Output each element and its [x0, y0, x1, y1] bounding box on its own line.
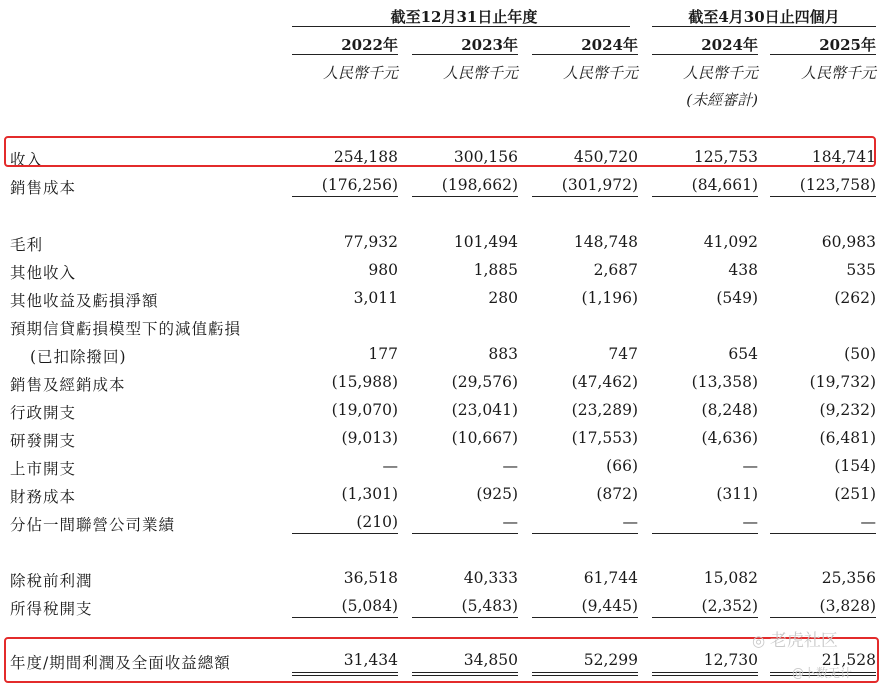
- column-year-rule: [770, 54, 876, 55]
- row-value: (19,070): [331, 401, 398, 419]
- row-label: 行政開支: [10, 404, 77, 422]
- row-value: —: [502, 457, 518, 475]
- row-value: (5,084): [341, 597, 398, 615]
- row-value: 980: [368, 261, 398, 279]
- column-currency: 人民幣千元: [442, 64, 518, 82]
- row-label: (已扣除撥回): [30, 348, 127, 366]
- tiger-logo-icon: ◎: [752, 632, 770, 650]
- row-value: (66): [606, 457, 638, 475]
- subtotal-rule: [412, 617, 518, 618]
- table-row-rd-expenses: [0, 424, 885, 452]
- watermark-brand: ◎ 老虎社区: [752, 631, 838, 651]
- row-value: —: [742, 457, 758, 475]
- row-value: 883: [488, 345, 518, 363]
- row-value: (29,576): [451, 373, 518, 391]
- column-year: 2025年: [819, 36, 876, 54]
- row-value: (925): [476, 485, 518, 503]
- column-year-rule: [652, 54, 758, 55]
- row-value: 61,744: [583, 569, 638, 587]
- row-value: (50): [844, 345, 876, 363]
- highlight-box-total: [4, 637, 879, 683]
- row-value: 60,983: [821, 233, 876, 251]
- row-label: 上市開支: [10, 460, 77, 478]
- column-currency: 人民幣千元: [562, 64, 638, 82]
- column-year: 2024年: [581, 36, 638, 54]
- row-value: (1,196): [581, 289, 638, 307]
- subtotal-rule: [292, 533, 398, 534]
- row-value: 254,188: [333, 148, 398, 166]
- subtotal-rule: [652, 617, 758, 618]
- row-value: (8,248): [701, 401, 758, 419]
- table-row-income-tax: [0, 592, 885, 620]
- row-label: 除稅前利潤: [10, 572, 93, 590]
- subtotal-rule: [292, 196, 398, 197]
- column-currency: 人民幣千元: [322, 64, 398, 82]
- row-label: 收入: [10, 151, 44, 169]
- row-label: 毛利: [10, 236, 44, 254]
- row-value: 148,748: [573, 233, 638, 251]
- row-value: (5,483): [461, 597, 518, 615]
- table-row-cost-of-sales: [0, 171, 885, 199]
- table-row-profit-before-tax: [0, 564, 885, 592]
- subtotal-rule: [770, 617, 876, 618]
- row-value: 15,082: [703, 569, 758, 587]
- row-value: 654: [728, 345, 758, 363]
- subtotal-rule: [532, 617, 638, 618]
- row-value: (872): [596, 485, 638, 503]
- row-value: 34,850: [463, 651, 518, 669]
- row-value: (9,013): [341, 429, 398, 447]
- row-value: (6,481): [819, 429, 876, 447]
- table-row-finance-costs: [0, 480, 885, 508]
- row-value: (1,301): [341, 485, 398, 503]
- subtotal-rule: [532, 533, 638, 534]
- row-value: (2,352): [701, 597, 758, 615]
- row-value: 77,932: [343, 233, 398, 251]
- row-label: 其他收入: [10, 264, 77, 282]
- row-label: 預期信貸虧損模型下的減值虧損: [10, 320, 242, 338]
- row-label: 銷售及經銷成本: [10, 376, 126, 394]
- column-currency: 人民幣千元: [800, 64, 876, 82]
- column-year-rule: [412, 54, 518, 55]
- highlight-box-revenue: [4, 136, 876, 167]
- table-row-ecl-impairment: [0, 312, 885, 340]
- column-year: 2023年: [461, 36, 518, 54]
- row-value: —: [502, 513, 518, 531]
- row-value: (4,636): [701, 429, 758, 447]
- row-value: 438: [728, 261, 758, 279]
- row-value: 535: [846, 261, 876, 279]
- row-value: (301,972): [561, 176, 638, 194]
- watermark-handle: @卜数无计: [792, 666, 853, 680]
- header-group-fiscal-year: 截至12月31日止年度: [390, 8, 538, 26]
- row-value: (123,758): [799, 176, 876, 194]
- row-value: (3,828): [819, 597, 876, 615]
- row-value: (210): [356, 513, 398, 531]
- column-currency: 人民幣千元: [682, 64, 758, 82]
- header-group-four-months: 截至4月30日止四個月: [688, 8, 840, 26]
- table-row-share-of-associate: [0, 508, 885, 536]
- row-value: 177: [368, 345, 398, 363]
- row-value: 12,730: [703, 651, 758, 669]
- row-value: 450,720: [573, 148, 638, 166]
- subtotal-rule: [770, 533, 876, 534]
- column-year: 2022年: [341, 36, 398, 54]
- row-value: (9,445): [581, 597, 638, 615]
- subtotal-rule: [652, 533, 758, 534]
- row-label: 財務成本: [10, 488, 77, 506]
- row-value: (13,358): [691, 373, 758, 391]
- table-row-other-gains-losses: [0, 284, 885, 312]
- header-group-four-months-rule: [652, 26, 876, 27]
- row-value: (17,553): [571, 429, 638, 447]
- row-value: 41,092: [703, 233, 758, 251]
- row-value: (262): [834, 289, 876, 307]
- table-row-selling-distribution: [0, 368, 885, 396]
- column-year-rule: [532, 54, 638, 55]
- row-value: (549): [716, 289, 758, 307]
- subtotal-rule: [412, 196, 518, 197]
- column-year: 2024年: [701, 36, 758, 54]
- subtotal-rule: [652, 196, 758, 197]
- subtotal-rule: [292, 617, 398, 618]
- row-value: 747: [608, 345, 638, 363]
- row-value: 300,156: [453, 148, 518, 166]
- row-value: 3,011: [353, 289, 398, 307]
- subtotal-rule: [412, 533, 518, 534]
- header-group-fiscal-year-rule: [292, 26, 630, 27]
- row-value: 101,494: [453, 233, 518, 251]
- row-label: 分佔一間聯營公司業績: [10, 516, 176, 534]
- row-value: (84,661): [691, 176, 758, 194]
- row-value: (23,289): [571, 401, 638, 419]
- row-value: 280: [488, 289, 518, 307]
- row-label: 銷售成本: [10, 179, 77, 197]
- table-row-listing-expenses: [0, 452, 885, 480]
- row-value: —: [860, 513, 876, 531]
- column-year-rule: [292, 54, 398, 55]
- row-value: 184,741: [811, 148, 876, 166]
- row-value: (198,662): [441, 176, 518, 194]
- row-value: —: [382, 457, 398, 475]
- subtotal-rule: [532, 196, 638, 197]
- row-value: 36,518: [343, 569, 398, 587]
- row-value: 21,528: [821, 651, 876, 669]
- subtotal-rule: [770, 196, 876, 197]
- row-label: 研發開支: [10, 432, 77, 450]
- table-row-gross-profit: [0, 228, 885, 256]
- row-value: 25,356: [821, 569, 876, 587]
- row-value: (154): [834, 457, 876, 475]
- row-value: (10,667): [451, 429, 518, 447]
- row-value: (251): [834, 485, 876, 503]
- row-value: (19,732): [809, 373, 876, 391]
- row-value: (311): [716, 485, 758, 503]
- row-value: 52,299: [583, 651, 638, 669]
- row-value: 2,687: [593, 261, 638, 279]
- row-label: 所得稅開支: [10, 600, 93, 618]
- table-row-admin-expenses: [0, 396, 885, 424]
- row-label: 年度/期間利潤及全面收益總額: [10, 654, 231, 672]
- row-value: (23,041): [451, 401, 518, 419]
- row-value: 125,753: [693, 148, 758, 166]
- row-label: 其他收益及虧損淨額: [10, 292, 159, 310]
- row-value: (47,462): [571, 373, 638, 391]
- table-row-ecl-net-of-reversal: [0, 340, 885, 368]
- row-value: —: [742, 513, 758, 531]
- row-value: (9,232): [819, 401, 876, 419]
- table-row-other-income: [0, 256, 885, 284]
- row-value: 40,333: [463, 569, 518, 587]
- row-value: 31,434: [343, 651, 398, 669]
- column-unaudited-note: (未經審計): [686, 91, 758, 109]
- row-value: (15,988): [331, 373, 398, 391]
- row-value: —: [622, 513, 638, 531]
- row-value: 1,885: [473, 261, 518, 279]
- row-value: (176,256): [321, 176, 398, 194]
